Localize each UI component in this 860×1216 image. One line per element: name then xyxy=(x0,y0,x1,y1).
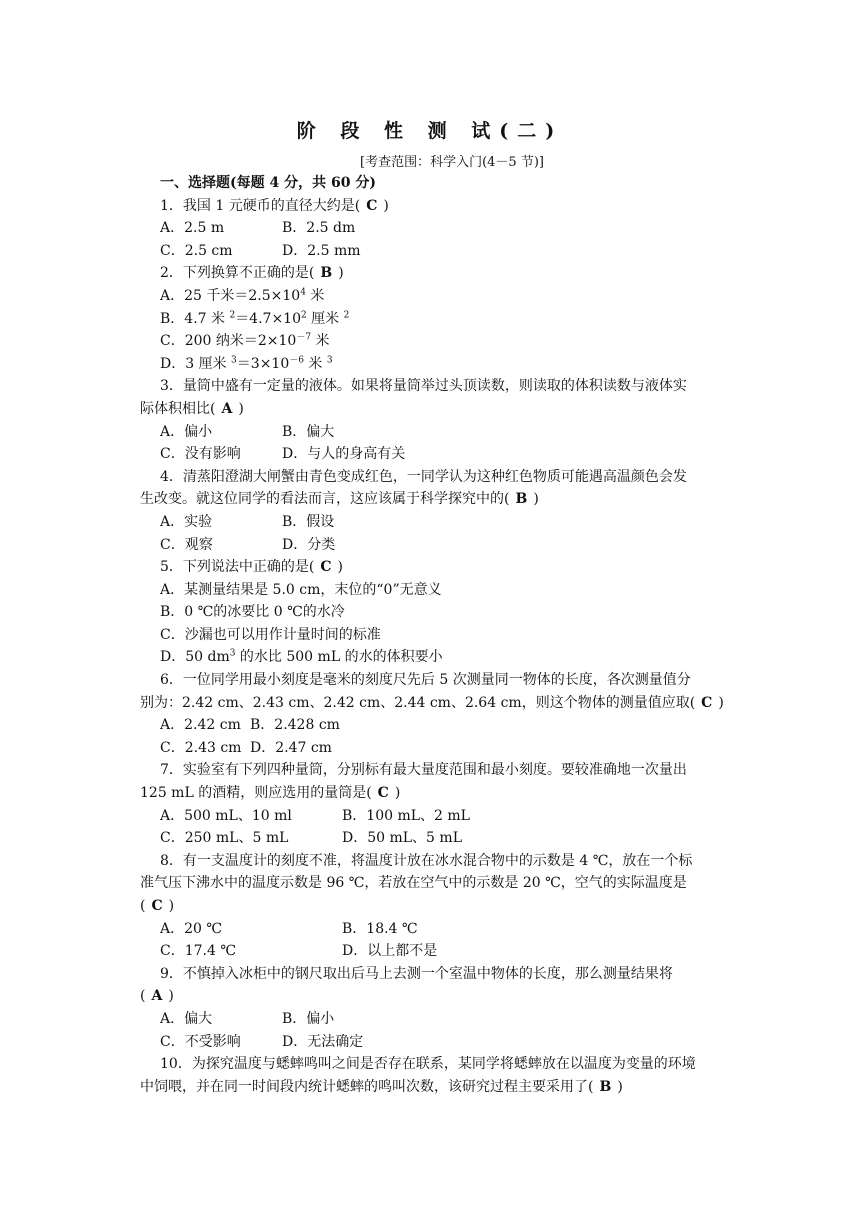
question-3-stem: 3．量筒中盛有一定量的液体。如果将量筒举过头顶读数，则读取的体积读数与液体实 xyxy=(160,378,687,395)
question-1-options-row1 xyxy=(160,217,730,240)
question-1-answer: C xyxy=(366,197,378,214)
question-6-answer: C xyxy=(701,694,713,711)
option-b: B．4.7 米 $^2=4.7\times 10^2$ 厘米 $^2$ xyxy=(160,309,350,327)
question-8-stem: 8．有一支温度计的刻度不准，将温度计放在冰水混合物中的示数是 4 ℃，放在一个标 xyxy=(160,852,693,869)
option-a: A．2.42 cm xyxy=(160,717,241,734)
option-a: A．某测量结果是 5.0 cm，末位的“0”无意义 xyxy=(160,581,442,598)
question-4-stem-cont: 生改变。就这位同学的看法而言，这应该属于科学探究中的( B ) xyxy=(140,491,539,508)
question-5-stem: 5．下列说法中正确的是( C ) xyxy=(160,559,343,576)
question-list xyxy=(140,172,730,1098)
question-9-stem: 9．不慎掉入冰柜中的钢尺取出后马上去测一个室温中物体的长度，那么测量结果将 xyxy=(160,965,673,982)
question-9-options-row1 xyxy=(160,1008,730,1031)
question-2-stem: 2．下列换算不正确的是( B ) xyxy=(160,265,344,282)
question-3-options-row2 xyxy=(160,443,730,466)
page-title: 阶 段 性 测 试(二) xyxy=(296,120,564,142)
question-6-options-row2 xyxy=(160,737,730,760)
option-a: A．实验 xyxy=(160,513,213,530)
question-6-stem: 6．一位同学用最小刻度是毫米的刻度尺先后 5 次测量同一物体的长度，各次测量值分 xyxy=(160,672,691,689)
question-6-stem-cont: 别为：2.42 cm、2.43 cm、2.42 cm、2.44 cm、2.64 cm，则这个物体的测量值应取( C ) xyxy=(140,694,724,711)
question-4-options-row2 xyxy=(160,534,730,557)
option-d: D．50 mL、5 mL xyxy=(342,830,462,847)
question-6-options-row1 xyxy=(160,714,730,737)
question-7-options-row2 xyxy=(160,827,730,850)
option-d: D．2.47 cm xyxy=(250,739,332,756)
option-b: B．100 mL、2 mL xyxy=(342,807,470,824)
question-5-answer: C xyxy=(320,559,332,576)
question-3-stem-cont: 际体积相比( A ) xyxy=(140,400,244,417)
question-4-options-row1 xyxy=(160,511,730,534)
question-10-answer: B xyxy=(599,1078,612,1095)
question-3-options-row1 xyxy=(160,421,730,444)
option-b: B．偏大 xyxy=(282,423,335,440)
option-b: B．0 ℃的冰要比 0 ℃的水冷 xyxy=(160,604,345,621)
option-a: A．偏小 xyxy=(160,423,213,440)
option-b: B．假设 xyxy=(282,513,335,530)
question-10-stem-cont: 中饲喂，并在同一时间段内统计蟋蟀的鸣叫次数，该研究过程主要采用了( B ) xyxy=(140,1078,623,1095)
option-d: D．无法确定 xyxy=(282,1033,364,1050)
option-c: C．17.4 ℃ xyxy=(160,943,236,960)
option-c: C．观察 xyxy=(160,536,213,553)
option-c: C．没有影响 xyxy=(160,446,241,463)
option-c: C．200 纳米$=2\times 10^{-7}$ 米 xyxy=(160,332,330,350)
option-d: D．3 厘米 $^3=3\times 10^{-6}$ 米 $^3$ xyxy=(160,355,333,372)
question-8-options-row1 xyxy=(160,918,730,941)
option-b: B．2.428 cm xyxy=(250,717,340,734)
question-4-answer: B xyxy=(515,491,528,508)
question-9-answer-line: ( A ) xyxy=(140,988,174,1005)
question-7-answer: C xyxy=(377,785,389,802)
question-7-options-row1 xyxy=(160,805,730,828)
option-d: D．分类 xyxy=(282,536,336,553)
question-3-answer: A xyxy=(221,400,233,417)
exam-scope: [考查范围：科学入门(4－5 节)] xyxy=(360,155,544,170)
question-8-stem-cont: 准气压下沸水中的温度示数是 96 ℃，若放在空气中的示数是 20 ℃，空气的实际温度是 xyxy=(140,875,687,892)
option-a: A．2.5 m xyxy=(160,220,225,237)
option-a: A．500 mL、10 ml xyxy=(160,807,292,824)
option-c: C．沙漏也可以用作计量时间的标准 xyxy=(160,626,381,643)
question-1-stem: 1．我国 1 元硬币的直径大约是( C ) xyxy=(160,197,389,214)
question-8-options-row2 xyxy=(160,940,730,963)
option-b: B．2.5 dm xyxy=(282,220,356,237)
section-heading: 一、选择题(每题 4 分，共 60 分) xyxy=(160,175,376,191)
option-a: A．20 ℃ xyxy=(160,920,223,937)
option-d: D．50 $dm^3$ 的水比 500 mL 的水的体积要小 xyxy=(160,648,443,666)
option-d: D．2.5 mm xyxy=(282,242,361,259)
option-c: C．250 mL、5 mL xyxy=(160,830,289,847)
option-d: D．与人的身高有关 xyxy=(282,446,406,463)
option-c: C．不受影响 xyxy=(160,1033,241,1050)
option-d: D．以上都不是 xyxy=(342,943,438,960)
option-a: A．25 千米$=2.5\times 10^4$ 米 xyxy=(160,287,325,304)
option-a: A．偏大 xyxy=(160,1010,213,1027)
question-8-answer-line: ( C ) xyxy=(140,898,175,914)
option-c: C．2.5 cm xyxy=(160,242,233,259)
question-1-options-row2 xyxy=(160,240,730,263)
question-4-stem: 4．清蒸阳澄湖大闸蟹由青色变成红色，一同学认为这种红色物质可能遇高温颜色会发 xyxy=(160,468,687,485)
question-7-stem: 7．实验室有下列四种量筒，分别标有最大量度范围和最小刻度。要较准确地一次量出 xyxy=(160,762,687,779)
question-7-stem-cont: 125 mL 的酒精，则应选用的量筒是( C ) xyxy=(140,785,401,802)
question-2-answer: B xyxy=(320,265,333,282)
question-9-answer: A xyxy=(151,988,163,1005)
question-10-stem: 10．为探究温度与蟋蟀鸣叫之间是否存在联系，某同学将蟋蟀放在以温度为变量的环境 xyxy=(160,1056,696,1073)
question-9-options-row2 xyxy=(160,1031,730,1054)
option-c: C．2.43 cm xyxy=(160,739,242,756)
option-b: B．18.4 ℃ xyxy=(342,920,418,937)
option-b: B．偏小 xyxy=(282,1010,335,1027)
question-8-answer: C xyxy=(151,898,163,914)
